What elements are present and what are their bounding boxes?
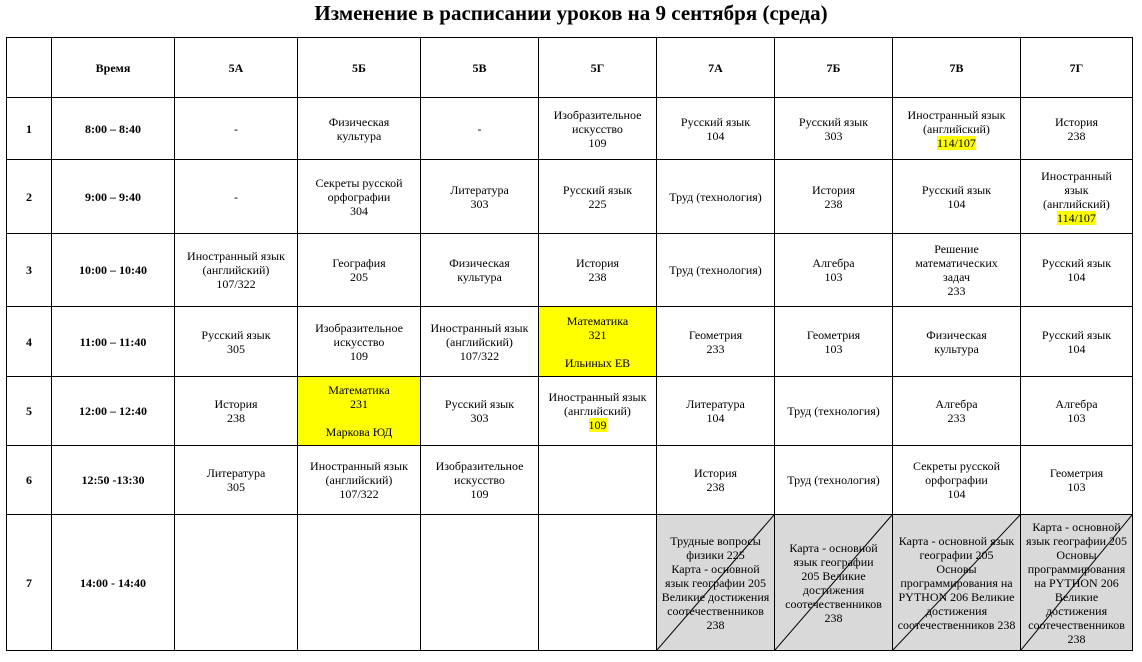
- elective-text: [1023, 520, 1130, 646]
- cell-line: 104: [1067, 270, 1086, 284]
- cell-line: Карта - основной язык: [898, 533, 1015, 548]
- cell-line: 238: [1067, 128, 1086, 143]
- header-class: 5В: [421, 38, 539, 98]
- lesson-time: 8:00 – 8:40: [52, 98, 175, 160]
- cell-line: 238: [824, 196, 843, 211]
- lesson-time: 12:00 – 12:40: [52, 377, 175, 446]
- lesson-cell: [298, 377, 421, 446]
- cell-line: -: [477, 121, 482, 136]
- lesson-row: [7, 515, 1133, 651]
- cell-line: Русский язык: [201, 327, 271, 342]
- lesson-cell: [175, 98, 298, 160]
- lesson-cell: [298, 234, 421, 307]
- cell-line: PYTHON 206 Великие: [898, 589, 1015, 604]
- cell-line: Геометрия: [1049, 466, 1104, 480]
- cell-line: на PYTHON 206: [1034, 575, 1119, 590]
- lesson-row: [7, 446, 1133, 515]
- lesson-time: 12:50 -13:30: [52, 446, 175, 515]
- cell-line: физики 225: [686, 547, 745, 562]
- cell-line: 238: [1067, 631, 1086, 646]
- cell-line: 104: [947, 196, 966, 211]
- cell-line: 103: [1067, 411, 1086, 425]
- lesson-cell: [175, 515, 298, 651]
- cell-line: Алгебра: [1055, 397, 1098, 411]
- cell-line: Иностранный язык: [430, 320, 529, 335]
- header-class: 5Б: [298, 38, 421, 98]
- cell-line: язык географии: [793, 554, 874, 569]
- schedule-table: [6, 37, 1133, 651]
- lesson-cell: [421, 515, 539, 651]
- cell-line: Карта - основной: [671, 561, 760, 576]
- cell-line: История: [811, 182, 856, 197]
- cell-line: язык географии 205: [664, 575, 767, 590]
- cell-line: Иностранный язык: [187, 249, 285, 263]
- lesson-cell: [421, 377, 539, 446]
- cell-line: Алгебра: [812, 256, 855, 270]
- lesson-time: 10:00 – 10:40: [52, 234, 175, 307]
- lesson-cell: [775, 446, 893, 515]
- lesson-cell: [1021, 377, 1133, 446]
- cell-line: Русский язык: [562, 182, 633, 197]
- cell-line: искусство: [572, 121, 623, 136]
- cell-line: Труд (технология): [787, 404, 880, 418]
- header-class: 7Б: [775, 38, 893, 98]
- lesson-cell: [298, 160, 421, 234]
- cell-line: 304: [350, 203, 368, 218]
- cell-line: орфографии: [327, 189, 391, 204]
- lesson-row: [7, 377, 1133, 446]
- lesson-cell: [893, 98, 1021, 160]
- elective-cell: [775, 515, 893, 651]
- cell-line: Физическая: [926, 327, 987, 342]
- lesson-time: 9:00 – 9:40: [52, 160, 175, 234]
- cell-line: язык: [1064, 182, 1089, 197]
- cell-line: Труд (технология): [669, 263, 762, 277]
- cell-line: 321: [588, 327, 607, 342]
- cell-line: Основы: [936, 561, 977, 576]
- cell-line: Великие достижения: [661, 589, 770, 604]
- cell-line: Ильиных ЕВ: [564, 355, 631, 370]
- elective-text: [777, 541, 890, 625]
- cell-line: Русский язык: [921, 182, 992, 197]
- header-row: [7, 38, 1133, 98]
- lesson-time: 11:00 – 11:40: [52, 307, 175, 377]
- lesson-cell: [175, 160, 298, 234]
- cell-line: достижения: [1045, 603, 1108, 618]
- cell-line: Иностранный язык: [907, 107, 1006, 122]
- cell-line: программирования: [1027, 561, 1126, 576]
- elective-text: [895, 534, 1018, 632]
- cell-line: Русский язык: [798, 114, 869, 129]
- lesson-cell: [539, 307, 657, 377]
- cell-line: Великие: [1054, 589, 1099, 604]
- cell-line: 103: [1067, 480, 1086, 494]
- room-number-highlighted: [895, 136, 1018, 150]
- lesson-number: 4: [7, 307, 52, 377]
- cell-line: Основы: [1056, 547, 1097, 562]
- lesson-cell: [657, 446, 775, 515]
- lesson-cell: [539, 98, 657, 160]
- cell-line: География: [332, 256, 386, 270]
- cell-line: 205 Великие: [801, 568, 866, 583]
- cell-line: Физическая: [328, 114, 390, 129]
- cell-line: Секреты русской: [912, 459, 1001, 473]
- cell-line: Алгебра: [935, 397, 978, 411]
- cell-line: 104: [706, 128, 725, 143]
- cell-line: 303: [824, 128, 843, 143]
- lesson-row: [7, 307, 1133, 377]
- cell-line: Литература: [206, 466, 266, 480]
- lesson-cell: [1021, 98, 1133, 160]
- cell-line: 205: [350, 270, 368, 284]
- lesson-cell: [175, 234, 298, 307]
- cell-line: (английский): [325, 473, 393, 487]
- lesson-row: [7, 234, 1133, 307]
- lesson-number: 3: [7, 234, 52, 307]
- cell-line: 233: [947, 284, 966, 298]
- cell-line: 104: [947, 487, 966, 501]
- cell-line: История: [693, 466, 738, 480]
- highlight-mark: 114/107: [937, 135, 976, 150]
- cell-line: Математика: [566, 313, 629, 328]
- lesson-cell: [657, 160, 775, 234]
- cell-line: (английский): [1043, 196, 1110, 211]
- cell-line: 107/322: [459, 348, 500, 363]
- header-time: Время: [52, 38, 175, 98]
- lesson-cell: [893, 446, 1021, 515]
- cell-line: Русский язык: [1041, 327, 1112, 342]
- lesson-cell: [657, 234, 775, 307]
- lesson-cell: [893, 234, 1021, 307]
- cell-line: [541, 342, 654, 356]
- elective-text: [659, 534, 772, 632]
- header-class: 7А: [657, 38, 775, 98]
- elective-cell: [1021, 515, 1133, 651]
- room-number-highlighted: [1023, 211, 1130, 225]
- page-title: Изменение в расписании уроков на 9 сентября (среда): [314, 1, 828, 25]
- lesson-cell: [1021, 446, 1133, 515]
- cell-line: Решение: [934, 242, 979, 256]
- cell-line: 225: [588, 196, 607, 211]
- cell-line: История: [575, 256, 620, 270]
- lesson-cell: [175, 377, 298, 446]
- lesson-cell: [175, 446, 298, 515]
- header-class: 7Г: [1021, 38, 1133, 98]
- cell-line: (английский): [564, 404, 631, 418]
- cell-line: культура: [336, 128, 382, 143]
- cell-line: математических: [915, 256, 998, 270]
- cell-line: Геометрия: [688, 327, 743, 342]
- cell-line: 305: [227, 480, 245, 494]
- cell-line: задач: [942, 270, 971, 284]
- cell-line: соотечественников: [667, 603, 764, 618]
- lesson-cell: [539, 446, 657, 515]
- header-class: 5Г: [539, 38, 657, 98]
- lesson-cell: [175, 307, 298, 377]
- cell-line: 109: [588, 135, 607, 150]
- lesson-cell: [893, 307, 1021, 377]
- cell-line: программирования на: [900, 575, 1013, 590]
- cell-line: 305: [227, 341, 245, 356]
- lesson-cell: [657, 307, 775, 377]
- cell-line: (английский): [202, 263, 270, 277]
- cell-line: культура: [934, 341, 979, 356]
- cell-line: Иностранный: [1041, 168, 1112, 183]
- lesson-cell: [539, 515, 657, 651]
- lesson-cell: [1021, 234, 1133, 307]
- lesson-time: 14:00 - 14:40: [52, 515, 175, 651]
- cell-line: Русский язык: [1041, 256, 1112, 270]
- cell-line: -: [234, 121, 238, 136]
- lesson-number: 6: [7, 446, 52, 515]
- lesson-cell: [421, 446, 539, 515]
- cell-line: Изобразительное: [553, 107, 642, 122]
- lesson-cell: [298, 307, 421, 377]
- cell-line: 238: [706, 617, 725, 632]
- cell-line: 104: [706, 411, 725, 425]
- cell-line: Русский язык: [680, 114, 751, 129]
- cell-line: Изобразительное: [315, 320, 403, 335]
- cell-line: Иностранный язык: [548, 390, 647, 404]
- lesson-cell: [893, 377, 1021, 446]
- lesson-row: [7, 98, 1133, 160]
- cell-line: 107/322: [339, 487, 379, 501]
- cell-line: 109: [350, 348, 368, 363]
- cell-line: -: [234, 189, 238, 204]
- highlight-mark: 114/107: [1057, 210, 1096, 225]
- cell-line: Карта - основной: [789, 540, 878, 555]
- cell-line: 103: [824, 341, 843, 356]
- cell-line: Секреты русской: [315, 175, 403, 190]
- cell-line: (английский): [446, 334, 513, 349]
- lesson-number: 5: [7, 377, 52, 446]
- cell-line: 303: [470, 196, 489, 211]
- lesson-cell: [539, 234, 657, 307]
- cell-line: соотечественников: [785, 596, 882, 611]
- lesson-cell: [1021, 160, 1133, 234]
- cell-line: Физическая: [449, 256, 510, 270]
- lesson-cell: [775, 160, 893, 234]
- lesson-row: [7, 160, 1133, 234]
- cell-line: 238: [824, 610, 843, 625]
- cell-line: 107/322: [216, 277, 256, 291]
- cell-line: 109: [470, 487, 489, 501]
- cell-line: 238: [588, 270, 607, 284]
- cell-line: Изобразительное: [435, 459, 524, 473]
- cell-line: Карта - основной: [1032, 519, 1121, 534]
- lesson-cell: [298, 446, 421, 515]
- highlight-mark: 109: [588, 418, 607, 432]
- cell-line: соотечественников 238: [897, 617, 1016, 632]
- cell-line: географии 205: [919, 547, 994, 562]
- room-number-highlighted: [541, 418, 654, 432]
- lesson-cell: [775, 234, 893, 307]
- cell-line: 238: [706, 480, 725, 494]
- lesson-number: 7: [7, 515, 52, 651]
- cell-line: Трудные вопросы: [670, 533, 761, 548]
- cell-line: культура: [457, 270, 502, 284]
- lesson-cell: [421, 98, 539, 160]
- cell-line: Иностранный язык: [310, 459, 408, 473]
- cell-line: Геометрия: [806, 327, 861, 342]
- header-class: 7В: [893, 38, 1021, 98]
- elective-cell: [657, 515, 775, 651]
- cell-line: 103: [824, 270, 843, 284]
- lesson-cell: [298, 98, 421, 160]
- lesson-cell: [893, 160, 1021, 234]
- cell-line: Литература: [450, 182, 509, 197]
- elective-cell: [893, 515, 1021, 651]
- schedule-body: [7, 38, 1133, 651]
- lesson-cell: [775, 377, 893, 446]
- cell-line: искусство: [454, 473, 505, 487]
- header-class: 5А: [175, 38, 298, 98]
- cell-line: 231: [350, 397, 368, 411]
- lesson-cell: [539, 160, 657, 234]
- cell-line: Математика: [328, 383, 390, 397]
- cell-line: История: [214, 397, 258, 411]
- lesson-number: 1: [7, 98, 52, 160]
- cell-line: 238: [227, 411, 245, 425]
- cell-line: соотечественников: [1028, 617, 1125, 632]
- cell-line: искусство: [333, 334, 385, 349]
- lesson-cell: [421, 234, 539, 307]
- lesson-cell: [657, 98, 775, 160]
- cell-line: Литература: [686, 397, 745, 411]
- cell-line: орфографии: [925, 473, 988, 487]
- lesson-cell: [1021, 307, 1133, 377]
- cell-line: язык географии 205: [1025, 533, 1128, 548]
- cell-line: 303: [470, 411, 489, 425]
- cell-line: Труд (технология): [669, 189, 762, 204]
- lesson-cell: [775, 98, 893, 160]
- cell-line: 233: [706, 341, 725, 356]
- cell-line: [300, 411, 418, 425]
- cell-line: Маркова ЮД: [325, 425, 393, 439]
- lesson-cell: [539, 377, 657, 446]
- cell-line: 104: [1067, 341, 1086, 356]
- lesson-cell: [421, 307, 539, 377]
- cell-line: 233: [947, 411, 966, 425]
- cell-line: (английский): [923, 121, 990, 136]
- lesson-cell: [421, 160, 539, 234]
- cell-line: История: [1054, 114, 1099, 129]
- cell-line: Труд (технология): [787, 473, 880, 487]
- cell-line: Русский язык: [444, 397, 515, 411]
- lesson-number: 2: [7, 160, 52, 234]
- lesson-cell: [657, 377, 775, 446]
- cell-line: достижения: [802, 582, 865, 597]
- lesson-cell: [298, 515, 421, 651]
- lesson-cell: [775, 307, 893, 377]
- cell-line: достижения: [925, 603, 988, 618]
- header-corner: [7, 38, 52, 98]
